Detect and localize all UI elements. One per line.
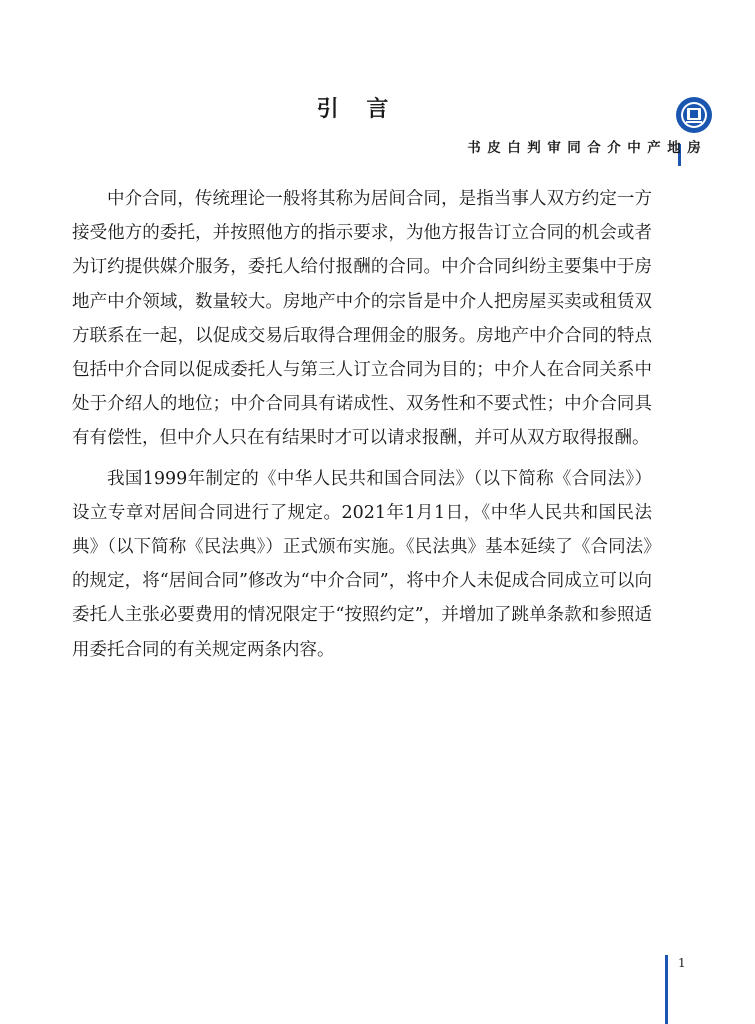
court-emblem-icon [675, 96, 713, 134]
paragraph-2: 我国1999年制定的《中华人民共和国合同法》（以下简称《合同法》）设立专章对居间合同进行了规定。2021年1月1日，《中华人民共和国民法典》（以下简称《民法典》）正式颁布实施。《民法典》基本延续了《合同法》的规定，将“居间合同”修改为“中介合同”，将中介人未促成合同成立可以向委托人主张必要费用的情况限定于“按照约定”，并增加了跳单条款和参照适用委托合同的有关规定两条内容。 [72, 468, 652, 660]
book-title: 房地产中介合同审判白皮书 [464, 140, 700, 154]
sidebar [464, 96, 720, 154]
body-text [72, 182, 652, 673]
page-number: 1 [678, 956, 686, 970]
page-title: 引 言 [316, 96, 399, 122]
paragraph-1: 中介合同，传统理论一般将其称为居间合同，是指当事人双方约定一方接受他方的委托，并按照他方的指示要求，为他方报告订立合同的机会或者为订约提供媒介服务，委托人给付报酬的合同。中介合同纠纷主要集中于房地产中介领域，数量较大。房地产中介的宗旨是中介人把房屋买卖或租赁双方联系在一起，以促成交易后取得合理佣金的服务。房地产中介合同的特点包括中介合同以促成委托人与第三人订立合同为目的；中介人在合同关系中处于介绍人的地位；中介合同具有诺成性、双务性和不要式性；中介合同具有有偿性，但中介人只在有结果时才可以请求报酬，并可从双方取得报酬。 [72, 189, 652, 449]
page-number-accent-line [665, 955, 668, 1024]
